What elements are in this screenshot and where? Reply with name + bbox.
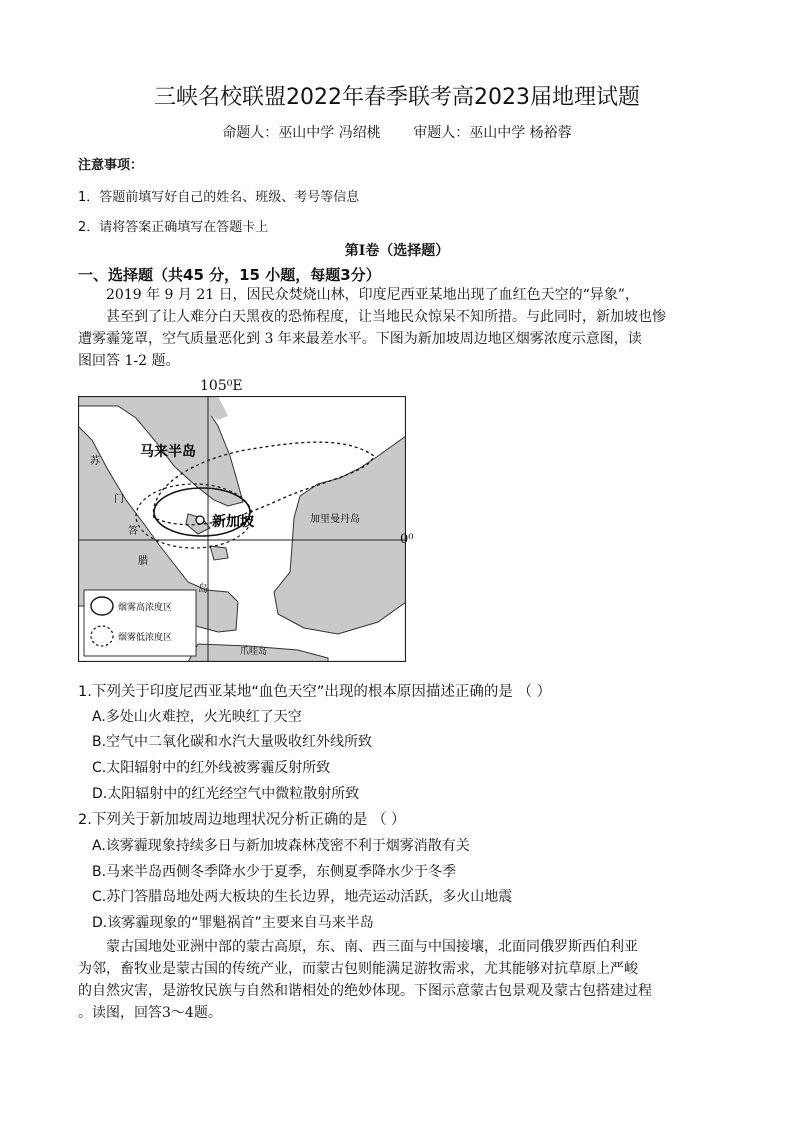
q1-option-b: B.空气中二氧化碳和水汽大量吸收红外线所致 <box>92 734 373 750</box>
sumatra-char: 岛 <box>198 584 208 595</box>
singapore-marker <box>196 516 204 524</box>
passage-line: 蒙古国地处亚洲中部的蒙古高原，东、南、西三面与中国接壤，北面同俄罗斯西伯利亚 <box>106 939 638 955</box>
passage-line: 遭雾霾笼罩，空气质量恶化到 3 年来最差水平。下图为新加坡周边地区烟雾浓度示意图，读 <box>78 331 642 347</box>
part-title: 一、选择题（共45 分，15 小题，每题3分） <box>78 266 381 284</box>
singapore-label: 新加坡 <box>212 514 254 530</box>
note-item: 1．答题前填写好自己的姓名、班级、考号等信息 <box>78 190 360 205</box>
legend-low-label: 烟雾低浓度区 <box>118 633 173 643</box>
question-2: 2.下列关于新加坡周边地理状况分析正确的是 （ ） <box>78 812 406 828</box>
q1-option-d: D.太阳辐射中的红光经空气中微粒散射所致 <box>92 786 360 802</box>
setter: 命题人：巫山中学 冯绍桃 <box>222 125 381 141</box>
reviewer: 审题人：巫山中学 杨裕蓉 <box>413 125 572 141</box>
java-label: 爪哇岛 <box>240 647 268 657</box>
authors-line <box>0 122 794 142</box>
malay-label: 马来半岛 <box>140 444 196 460</box>
passage-line: 的自然灾害，是游牧民族与自然和谐相处的绝妙体现。下图示意蒙古包景观及蒙古包搭建过程 <box>78 983 652 999</box>
passage-line: 甚至到了让人难分白天黑夜的恐怖程度，让当地民众惊呆不知所措。与此同时，新加坡也惨 <box>106 309 666 325</box>
smoke-map <box>78 396 406 662</box>
passage-line: 图回答 1-2 题。 <box>78 353 180 369</box>
q1-option-c: C.太阳辐射中的红外线被雾霾反射所致 <box>92 760 331 776</box>
notes-heading: 注意事项： <box>78 158 144 173</box>
page-title: 三峡名校联盟2022年春季联考高2023届地理试题 <box>154 85 640 110</box>
kalimantan-label: 加里曼丹岛 <box>310 514 360 525</box>
lon-label: 105⁰E <box>200 378 243 394</box>
sumatra-char: 门 <box>114 494 124 505</box>
q2-option-a: A.该雾霾现象持续多日与新加坡森林茂密不利于烟雾消散有关 <box>92 838 470 854</box>
sumatra-char: 腊 <box>138 556 148 567</box>
map-legend <box>84 590 196 656</box>
legend-high-label: 烟雾高浓度区 <box>118 603 173 613</box>
passage-1 <box>78 284 718 372</box>
q1-option-a: A.多处山火难控，火光映红了天空 <box>92 709 302 725</box>
section-title: 第I卷（选择题） <box>344 243 450 259</box>
q2-option-b: B.马来半岛西侧冬季降水少于夏季，东侧夏季降水少于冬季 <box>92 864 457 880</box>
q2-option-d: D.该雾霾现象的“罪魁祸首”主要来自马来半岛 <box>92 915 374 931</box>
sumatra-char: 苏 <box>90 456 100 467</box>
passage-line: 为邻，畜牧业是蒙古国的传统产业，而蒙古包则能满足游牧需求，尤其能够对抗草原上严峻 <box>78 961 638 977</box>
q2-option-c: C.苏门答腊岛地处两大板块的生长边界，地壳运动活跃，多火山地震 <box>92 889 513 905</box>
sumatra-char: 答 <box>128 526 138 537</box>
passage-2 <box>78 936 718 1024</box>
question-1: 1.下列关于印度尼西亚某地“血色天空”出现的根本原因描述正确的是 （ ） <box>78 684 552 700</box>
note-item: 2．请将答案正确填写在答题卡上 <box>78 220 269 235</box>
lat-label: 0⁰ <box>400 532 414 547</box>
passage-line: 2019 年 9 月 21 日，因民众焚烧山林，印度尼西亚某地出现了血红色天空的“异象”， <box>106 287 639 303</box>
passage-line: 。读图，回答3～4题。 <box>78 1005 222 1021</box>
